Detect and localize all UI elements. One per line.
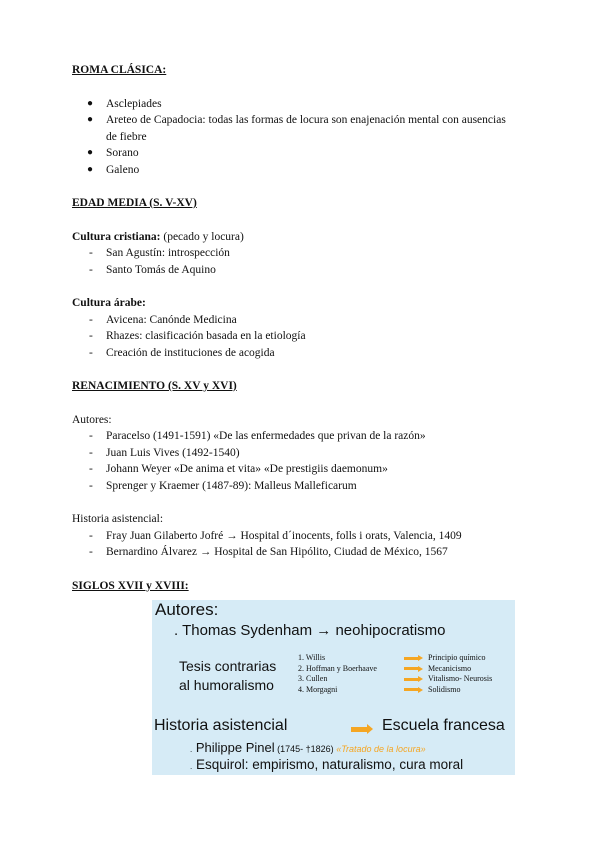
arrow-right-icon <box>404 653 425 664</box>
list-item: - Bernardino Álvarez → Hospital de San Hipólito, Ciudad de México, 1567 <box>72 544 532 561</box>
dash-icon: - <box>89 529 93 542</box>
slide-tesis: Tesis contrarias al humoralismo <box>179 658 277 693</box>
list-item: - Santo Tomás de Aquino <box>72 262 532 279</box>
list-item: ● Sorano <box>72 145 532 162</box>
arrow-right-icon <box>404 674 425 685</box>
section-title-siglos: SIGLOS XVII y XVIII: <box>72 579 189 592</box>
dash-icon: - <box>89 546 93 558</box>
list-item: - Johann Weyer «De anima et vita» «De prestigiis daemonum» <box>72 461 532 478</box>
dash-icon: - <box>89 263 93 276</box>
slide-escuela: Escuela francesa <box>382 717 505 734</box>
historia-label: Historia asistencial: <box>72 513 164 525</box>
list-item: ● Asclepiades <box>72 96 532 113</box>
slide-pinel: . Philippe Pinel (1745- †1826) «Tratado de la locura» <box>190 740 426 755</box>
list-item: - Avicena: Canónde Medicina <box>72 312 532 329</box>
arrow-right-icon <box>404 664 425 675</box>
section-title-roma: ROMA CLÁSICA: <box>72 64 167 76</box>
dash-icon: - <box>89 463 93 475</box>
list-item: - Rhazes: clasificación basada en la etiología <box>72 328 532 345</box>
slide-historia: Historia asistencial <box>154 717 288 734</box>
bullet-icon: ● <box>87 114 94 125</box>
autores-list <box>72 428 532 494</box>
bullet-icon: ● <box>87 147 94 158</box>
historia-list <box>72 528 532 561</box>
slide-image <box>152 600 515 775</box>
list-item: ● Areteo de Capadocia: todas las formas de locura son enajenación mental con ausencias <box>72 112 532 129</box>
slide-authors-list: 1. Willis 2. Hoffman y Boerhaave 3. Cullen 4. Morgagni <box>298 653 377 694</box>
dash-icon: - <box>89 247 93 259</box>
dash-icon: - <box>89 430 93 442</box>
section-title-edad-media: EDAD MEDIA (S. V-XV) <box>72 197 197 209</box>
list-item: - Sprenger y Kraemer (1487-89): Malleus Malleficarum <box>72 478 532 495</box>
dash-icon: - <box>89 313 93 326</box>
subsection-arabe: Cultura árabe: <box>72 297 146 309</box>
arrow-right-icon <box>351 724 373 734</box>
cristiana-list <box>72 245 532 278</box>
list-item: ● Galeno <box>72 162 532 179</box>
list-item: - Creación de instituciones de acogida <box>72 345 532 362</box>
arabe-list <box>72 312 532 362</box>
slide-results-list: Principio químico Mecanicismo Vitalismo- Neurosis Solidismo <box>428 653 493 694</box>
roma-list <box>72 96 532 179</box>
dash-icon: - <box>89 446 93 459</box>
dash-icon: - <box>89 330 93 342</box>
subsection-cristiana: Cultura cristiana: (pecado y locura) <box>72 230 244 243</box>
arrow-right-icon <box>404 685 425 696</box>
list-item: - Fray Juan Gilaberto Jofré → Hospital d´inocents, folls i orats, Valencia, 1409 <box>72 528 532 545</box>
bullet-icon: ● <box>87 97 94 109</box>
bullet-icon: ● <box>87 163 94 175</box>
list-item: - Juan Luis Vives (1492-1540) <box>72 445 532 462</box>
slide-autores: Autores: <box>155 600 219 619</box>
list-item-continuation: de fiebre <box>106 130 147 143</box>
autores-label: Autores: <box>72 413 112 426</box>
slide-arrows <box>404 653 425 695</box>
list-item: - Paracelso (1491-1591) «De las enfermedades que privan de la razón» <box>72 428 532 445</box>
slide-esquirol: . Esquirol: empirismo, naturalismo, cura moral <box>190 757 464 772</box>
dash-icon: - <box>89 479 93 492</box>
section-title-renacimiento: RENACIMIENTO (S. XV y XVI) <box>72 380 237 392</box>
document-body <box>72 62 532 594</box>
dash-icon: - <box>89 346 93 359</box>
slide-sydenham: . Thomas Sydenham → neohipocratismo <box>174 622 446 639</box>
list-item: - San Agustín: introspección <box>72 245 532 262</box>
